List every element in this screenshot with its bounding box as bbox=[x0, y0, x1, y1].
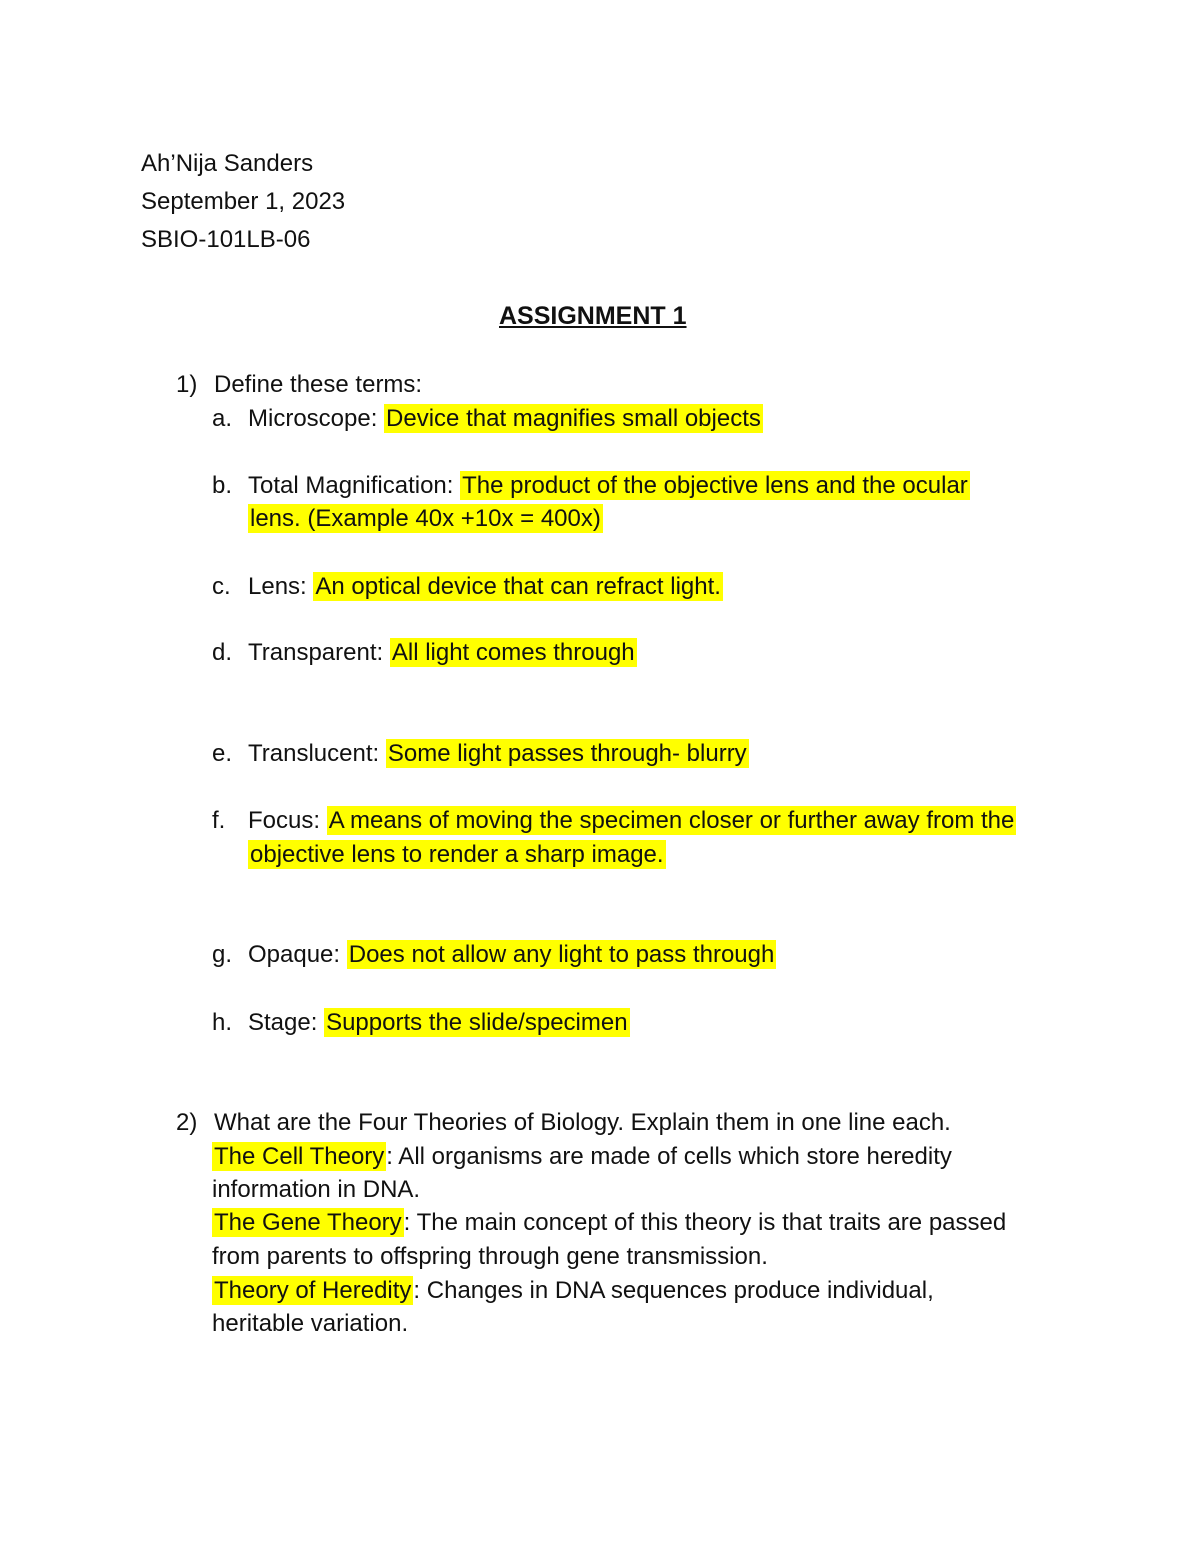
theory-name: The Cell Theory bbox=[214, 1143, 385, 1170]
term-label: Microscope: bbox=[248, 405, 378, 432]
list-marker: c. bbox=[212, 573, 231, 600]
term-label: Stage: bbox=[248, 1009, 318, 1036]
list-item bbox=[212, 738, 749, 770]
list-marker: d. bbox=[212, 639, 233, 666]
term-definition: All light comes through bbox=[391, 639, 635, 666]
theory-description: : All organisms are made of cells which store heredity bbox=[386, 1143, 952, 1170]
term-label: Lens: bbox=[248, 573, 307, 600]
question-2 bbox=[176, 1107, 951, 1139]
term-definition: Some light passes through- blurry bbox=[387, 740, 747, 767]
theory-item bbox=[212, 1141, 952, 1173]
course-code: SBIO-101LB-06 bbox=[141, 226, 311, 253]
list-item bbox=[212, 939, 776, 971]
term-definition-continued bbox=[248, 839, 666, 871]
term-definition: A means of moving the specimen closer or further away from the bbox=[328, 807, 1015, 834]
list-item bbox=[212, 470, 970, 502]
list-marker: h. bbox=[212, 1009, 233, 1036]
list-marker: b. bbox=[212, 472, 233, 499]
list-item bbox=[212, 805, 1016, 837]
question-2-number: 2) bbox=[176, 1109, 198, 1136]
list-item bbox=[212, 1007, 630, 1039]
theory-description: : Changes in DNA sequences produce individual, bbox=[413, 1277, 934, 1304]
theory-item bbox=[212, 1275, 934, 1307]
theory-description: : The main concept of this theory is that traits are passed bbox=[403, 1209, 1007, 1236]
term-definition: Supports the slide/specimen bbox=[326, 1009, 628, 1036]
theory-name: Theory of Heredity bbox=[214, 1277, 412, 1304]
question-1 bbox=[176, 369, 422, 401]
theory-name: The Gene Theory bbox=[214, 1209, 402, 1236]
term-definition: lens. (Example 40x +10x = 400x) bbox=[250, 505, 601, 532]
list-marker: a. bbox=[212, 405, 233, 432]
list-item bbox=[212, 403, 763, 435]
term-definition: Does not allow any light to pass through bbox=[348, 941, 775, 968]
theory-item bbox=[212, 1207, 1006, 1239]
list-marker: f. bbox=[212, 807, 226, 834]
term-definition: Device that magnifies small objects bbox=[386, 405, 761, 432]
term-label: Focus: bbox=[248, 807, 321, 834]
theory-description-continued: from parents to offspring through gene transmission. bbox=[212, 1243, 768, 1270]
list-item bbox=[212, 571, 723, 603]
term-label: Total Magnification: bbox=[248, 472, 454, 499]
question-2-prompt: What are the Four Theories of Biology. Explain them in one line each. bbox=[214, 1109, 951, 1136]
term-definition-continued bbox=[248, 503, 603, 535]
term-definition: objective lens to render a sharp image. bbox=[250, 841, 664, 868]
question-1-prompt: Define these terms: bbox=[214, 371, 423, 398]
term-label: Opaque: bbox=[248, 941, 341, 968]
student-name: Ah’Nija Sanders bbox=[141, 150, 314, 177]
term-label: Transparent: bbox=[248, 639, 384, 666]
assignment-date: September 1, 2023 bbox=[141, 188, 346, 215]
page-title: ASSIGNMENT 1 bbox=[499, 302, 687, 330]
theory-description-continued: information in DNA. bbox=[212, 1176, 421, 1203]
list-marker: e. bbox=[212, 740, 233, 767]
term-definition: The product of the objective lens and the ocular bbox=[462, 472, 968, 499]
term-definition: An optical device that can refract light. bbox=[315, 573, 721, 600]
question-1-number: 1) bbox=[176, 371, 198, 398]
list-marker: g. bbox=[212, 941, 233, 968]
term-label: Translucent: bbox=[248, 740, 380, 767]
theory-description-continued: heritable variation. bbox=[212, 1310, 409, 1337]
list-item bbox=[212, 637, 637, 669]
